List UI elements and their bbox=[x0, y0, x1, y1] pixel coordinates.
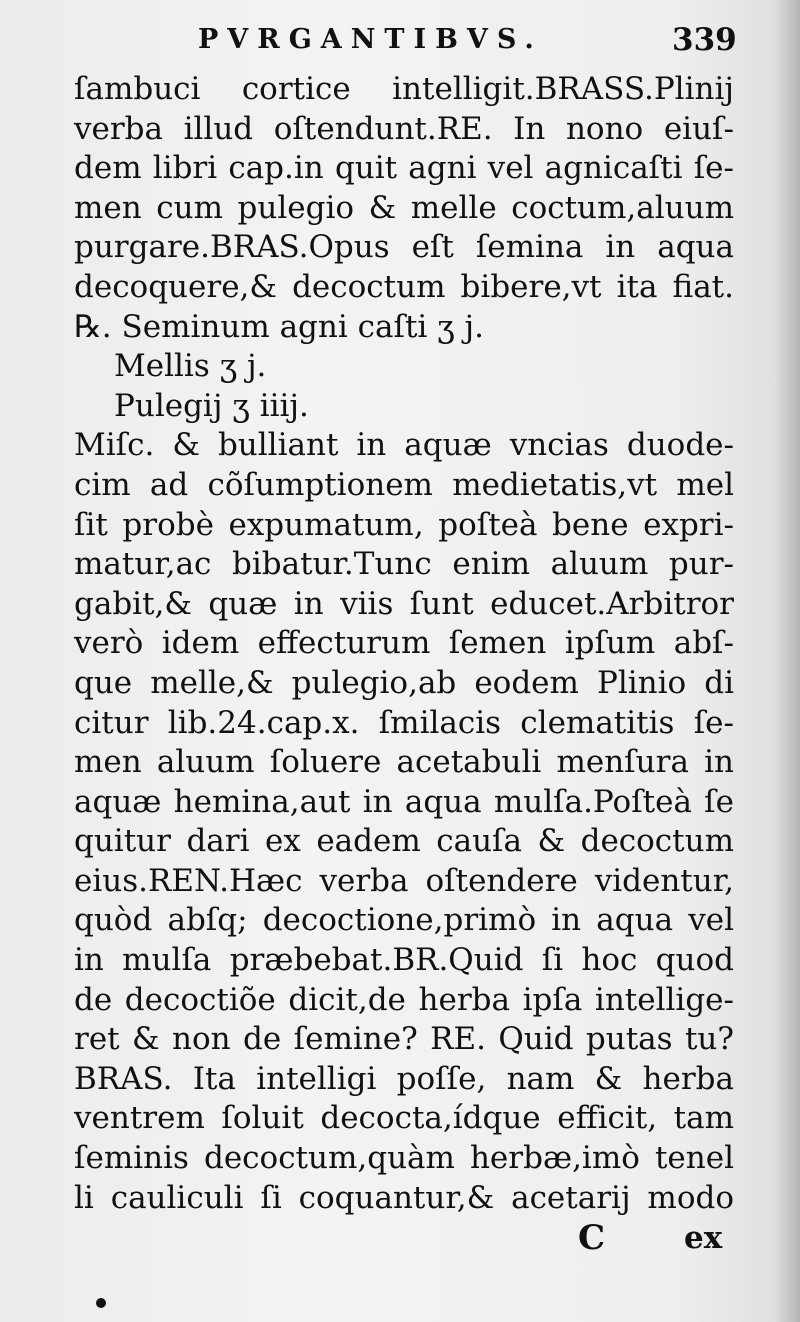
text-line: que melle,& pulegio,ab eodem Plinio di bbox=[74, 664, 734, 701]
recipe-line: Pulegij ʒ iiij. bbox=[114, 387, 309, 424]
text-line: Miſc. & bulliant in aquæ vncias duode- bbox=[74, 427, 734, 464]
page-number: 339 bbox=[672, 22, 737, 58]
text-line: dem libri cap.in quit agni vel agnicaſti ſe- bbox=[74, 150, 734, 187]
page-edge-shadow bbox=[774, 0, 800, 1322]
text-line: ventrem ſoluit decocta,ídque efficit, tam bbox=[74, 1100, 734, 1137]
ink-spot bbox=[96, 1298, 106, 1308]
text-line: ſit probè expumatum, poſteà bene expri- bbox=[74, 506, 734, 543]
page-footer bbox=[0, 1218, 800, 1268]
text-line: purgare.BRAS.Opus eſt ſemina in aqua bbox=[74, 229, 734, 266]
text-line: men cum pulegio & melle coctum,aluum bbox=[74, 189, 734, 226]
text-line: gabit,& quæ in viis ſunt educet.Arbitror bbox=[74, 585, 734, 622]
recipe-line: ℞. Seminum agni caſti ʒ j. bbox=[74, 308, 484, 345]
text-line: cim ad cõſumptionem medietatis,vt mel bbox=[74, 466, 734, 503]
body-text bbox=[74, 70, 734, 1218]
text-line: BRAS. Ita intelligi poſſe, nam & herba bbox=[74, 1060, 734, 1097]
text-line: li cauliculi ſi coquantur,& acetarij modo bbox=[74, 1179, 734, 1216]
text-line: quitur dari ex eadem cauſa & decoctum bbox=[74, 823, 734, 860]
text-line: men aluum ſoluere acetabuli menſura in bbox=[74, 744, 734, 781]
recipe-line: Mellis ʒ j. bbox=[114, 348, 267, 385]
text-line: de decoctiõe dicit,de herba ipſa intellige- bbox=[74, 981, 734, 1018]
catchword: ex bbox=[684, 1220, 723, 1256]
running-head-title: PVRGANTIBVS. bbox=[198, 24, 543, 55]
text-line: ret & non de ſemine? RE. Quid putas tu? bbox=[74, 1021, 734, 1058]
text-line: decoquere,& decoctum bibere,vt ita fiat. bbox=[74, 268, 734, 305]
text-line: verba illud oſtendunt.RE. In nono eiuſ- bbox=[74, 110, 734, 147]
text-line: ſeminis decoctum,quàm herbæ,imò tenel bbox=[74, 1140, 734, 1177]
text-line: verò idem effecturum ſemen ipſum abſ- bbox=[74, 625, 734, 662]
text-line: ſambuci cortice intelligit.BRASS.Plinij bbox=[74, 71, 734, 107]
signature-mark: C bbox=[578, 1218, 606, 1258]
text-line: citur lib.24.cap.x. ſmilacis clematitis ſe- bbox=[74, 704, 734, 741]
text-line: in mulſa præbebat.BR.Quid ſi hoc quod bbox=[74, 942, 734, 979]
running-head bbox=[0, 18, 800, 62]
text-line: eius.REN.Hæc verba oſtendere videntur, bbox=[74, 862, 734, 899]
text-line: quòd abſq; decoctione,primò in aqua vel bbox=[74, 902, 734, 939]
text-line: matur,ac bibatur.Tunc enim aluum pur- bbox=[74, 546, 734, 583]
text-line: aquæ hemina,aut in aqua mulſa.Poſteà ſe bbox=[74, 783, 734, 820]
